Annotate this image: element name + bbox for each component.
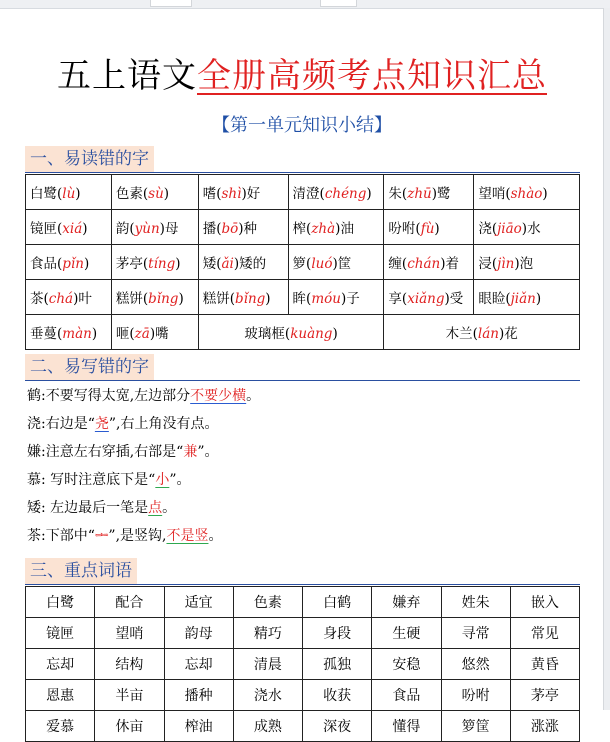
table-cell: 常见 <box>510 618 579 649</box>
note-line: 矮: 左边最后一笔是点。 <box>27 500 177 516</box>
table-cell: 浇水 <box>233 680 302 711</box>
table-cell: 播种 <box>164 680 233 711</box>
table-cell: 韵母 <box>164 618 233 649</box>
table-cell: 榨油 <box>164 711 233 742</box>
table-cell: 色素(sù) <box>111 175 198 210</box>
table-cell: 垂蔓(màn) <box>26 315 112 350</box>
table-cell: 朱(zhū)鹭 <box>384 175 474 210</box>
table-cell: 咂(zā)嘴 <box>111 315 198 350</box>
section-rule-key-words <box>25 584 580 585</box>
table-cell: 眸(móu)子 <box>288 280 384 315</box>
section-rule-miswritten <box>25 380 580 381</box>
table-cell: 休亩 <box>95 711 164 742</box>
table-row <box>26 210 580 245</box>
table-cell: 吩咐(fù) <box>384 210 474 245</box>
table-cell: 糕饼(bǐng) <box>111 280 198 315</box>
table-row <box>26 280 580 315</box>
table-row <box>26 680 580 711</box>
table-row <box>26 175 580 210</box>
viewer-scroll-edge[interactable] <box>603 8 610 710</box>
table-cell: 嫌弃 <box>372 587 441 618</box>
table-cell: 眼睑(jiǎn) <box>474 280 580 315</box>
table-cell: 半亩 <box>95 680 164 711</box>
section-heading-misread: 一、易读错的字 <box>25 146 154 172</box>
table-cell: 成熟 <box>233 711 302 742</box>
table-cell: 安稳 <box>372 649 441 680</box>
table-cell: 黄昏 <box>510 649 579 680</box>
table-cell-wide: 木兰(lán)花 <box>384 315 580 350</box>
table-cell: 食品(pǐn) <box>26 245 112 280</box>
table-cell: 矮(ǎi)矮的 <box>198 245 288 280</box>
table-cell: 茶(chá)叶 <box>26 280 112 315</box>
table-cell: 茅亭(tíng) <box>111 245 198 280</box>
table-cell: 浇(jiāo)水 <box>474 210 580 245</box>
table-cell: 糕饼(bǐng) <box>198 280 288 315</box>
table-row <box>26 315 580 350</box>
section-heading-miswritten: 二、易写错的字 <box>25 354 154 380</box>
misread-characters-table <box>25 174 580 350</box>
table-cell: 清晨 <box>233 649 302 680</box>
table-cell: 茅亭 <box>510 680 579 711</box>
table-cell: 结构 <box>95 649 164 680</box>
table-cell: 身段 <box>303 618 372 649</box>
table-row <box>26 618 580 649</box>
table-cell: 望哨 <box>95 618 164 649</box>
table-cell: 适宜 <box>164 587 233 618</box>
table-cell: 悠然 <box>441 649 510 680</box>
table-row <box>26 711 580 742</box>
note-line: 鹤:不要写得太宽,左边部分不要少横。 <box>27 388 261 404</box>
table-cell: 镜匣 <box>26 618 95 649</box>
table-cell-wide: 玻璃框(kuàng) <box>198 315 384 350</box>
title-red-part: 全册高频考点知识汇总 <box>197 56 547 96</box>
table-cell: 箩筐 <box>441 711 510 742</box>
table-cell: 涨涨 <box>510 711 579 742</box>
table-row <box>26 245 580 280</box>
table-cell: 恩惠 <box>26 680 95 711</box>
table-cell: 食品 <box>372 680 441 711</box>
table-cell: 精巧 <box>233 618 302 649</box>
table-cell: 姓朱 <box>441 587 510 618</box>
table-cell: 收获 <box>303 680 372 711</box>
document-page <box>8 8 596 735</box>
table-cell: 播(bō)种 <box>198 210 288 245</box>
table-cell: 配合 <box>95 587 164 618</box>
table-row <box>26 649 580 680</box>
page-subtitle: 【第一单元知识小结】 <box>212 115 392 136</box>
table-cell: 韵(yùn)母 <box>111 210 198 245</box>
table-cell: 镜匣(xiá) <box>26 210 112 245</box>
note-line: 茶:下部中“ᆂ”,是竖钩,不是竖。 <box>27 528 223 544</box>
table-cell: 色素 <box>233 587 302 618</box>
table-cell: 忘却 <box>26 649 95 680</box>
table-cell: 白鹭 <box>26 587 95 618</box>
table-row <box>26 587 580 618</box>
table-cell: 嵌入 <box>510 587 579 618</box>
section-rule-misread <box>25 172 580 173</box>
key-words-table <box>25 586 580 742</box>
table-cell: 享(xiǎng)受 <box>384 280 474 315</box>
note-line: 嫌:注意左右穿插,右部是“兼”。 <box>27 444 219 460</box>
title-black-part: 五上语文 <box>57 56 197 96</box>
table-cell: 寻常 <box>441 618 510 649</box>
table-cell: 孤独 <box>303 649 372 680</box>
top-tab-a <box>150 0 192 7</box>
table-cell: 缠(chán)着 <box>384 245 474 280</box>
table-cell: 吩咐 <box>441 680 510 711</box>
table-cell: 懂得 <box>372 711 441 742</box>
table-cell: 箩(luó)筐 <box>288 245 384 280</box>
table-cell: 榨(zhà)油 <box>288 210 384 245</box>
table-cell: 白鹭(lù) <box>26 175 112 210</box>
table-cell: 清澄(chéng) <box>288 175 384 210</box>
miswritten-notes <box>27 382 587 550</box>
section-heading-key-words: 三、重点词语 <box>25 558 137 584</box>
table-cell: 爱慕 <box>26 711 95 742</box>
table-cell: 望哨(shào) <box>474 175 580 210</box>
table-cell: 生硬 <box>372 618 441 649</box>
top-tab-b <box>320 0 357 7</box>
note-line: 浇:右边是“尧”,右上角没有点。 <box>27 416 219 432</box>
table-cell: 浸(jìn)泡 <box>474 245 580 280</box>
table-cell: 嗜(shì)好 <box>198 175 288 210</box>
table-cell: 深夜 <box>303 711 372 742</box>
note-line: 慕: 写时注意底下是“小”。 <box>27 472 191 488</box>
page-title <box>8 54 596 98</box>
table-cell: 白鹤 <box>303 587 372 618</box>
table-cell: 忘却 <box>164 649 233 680</box>
